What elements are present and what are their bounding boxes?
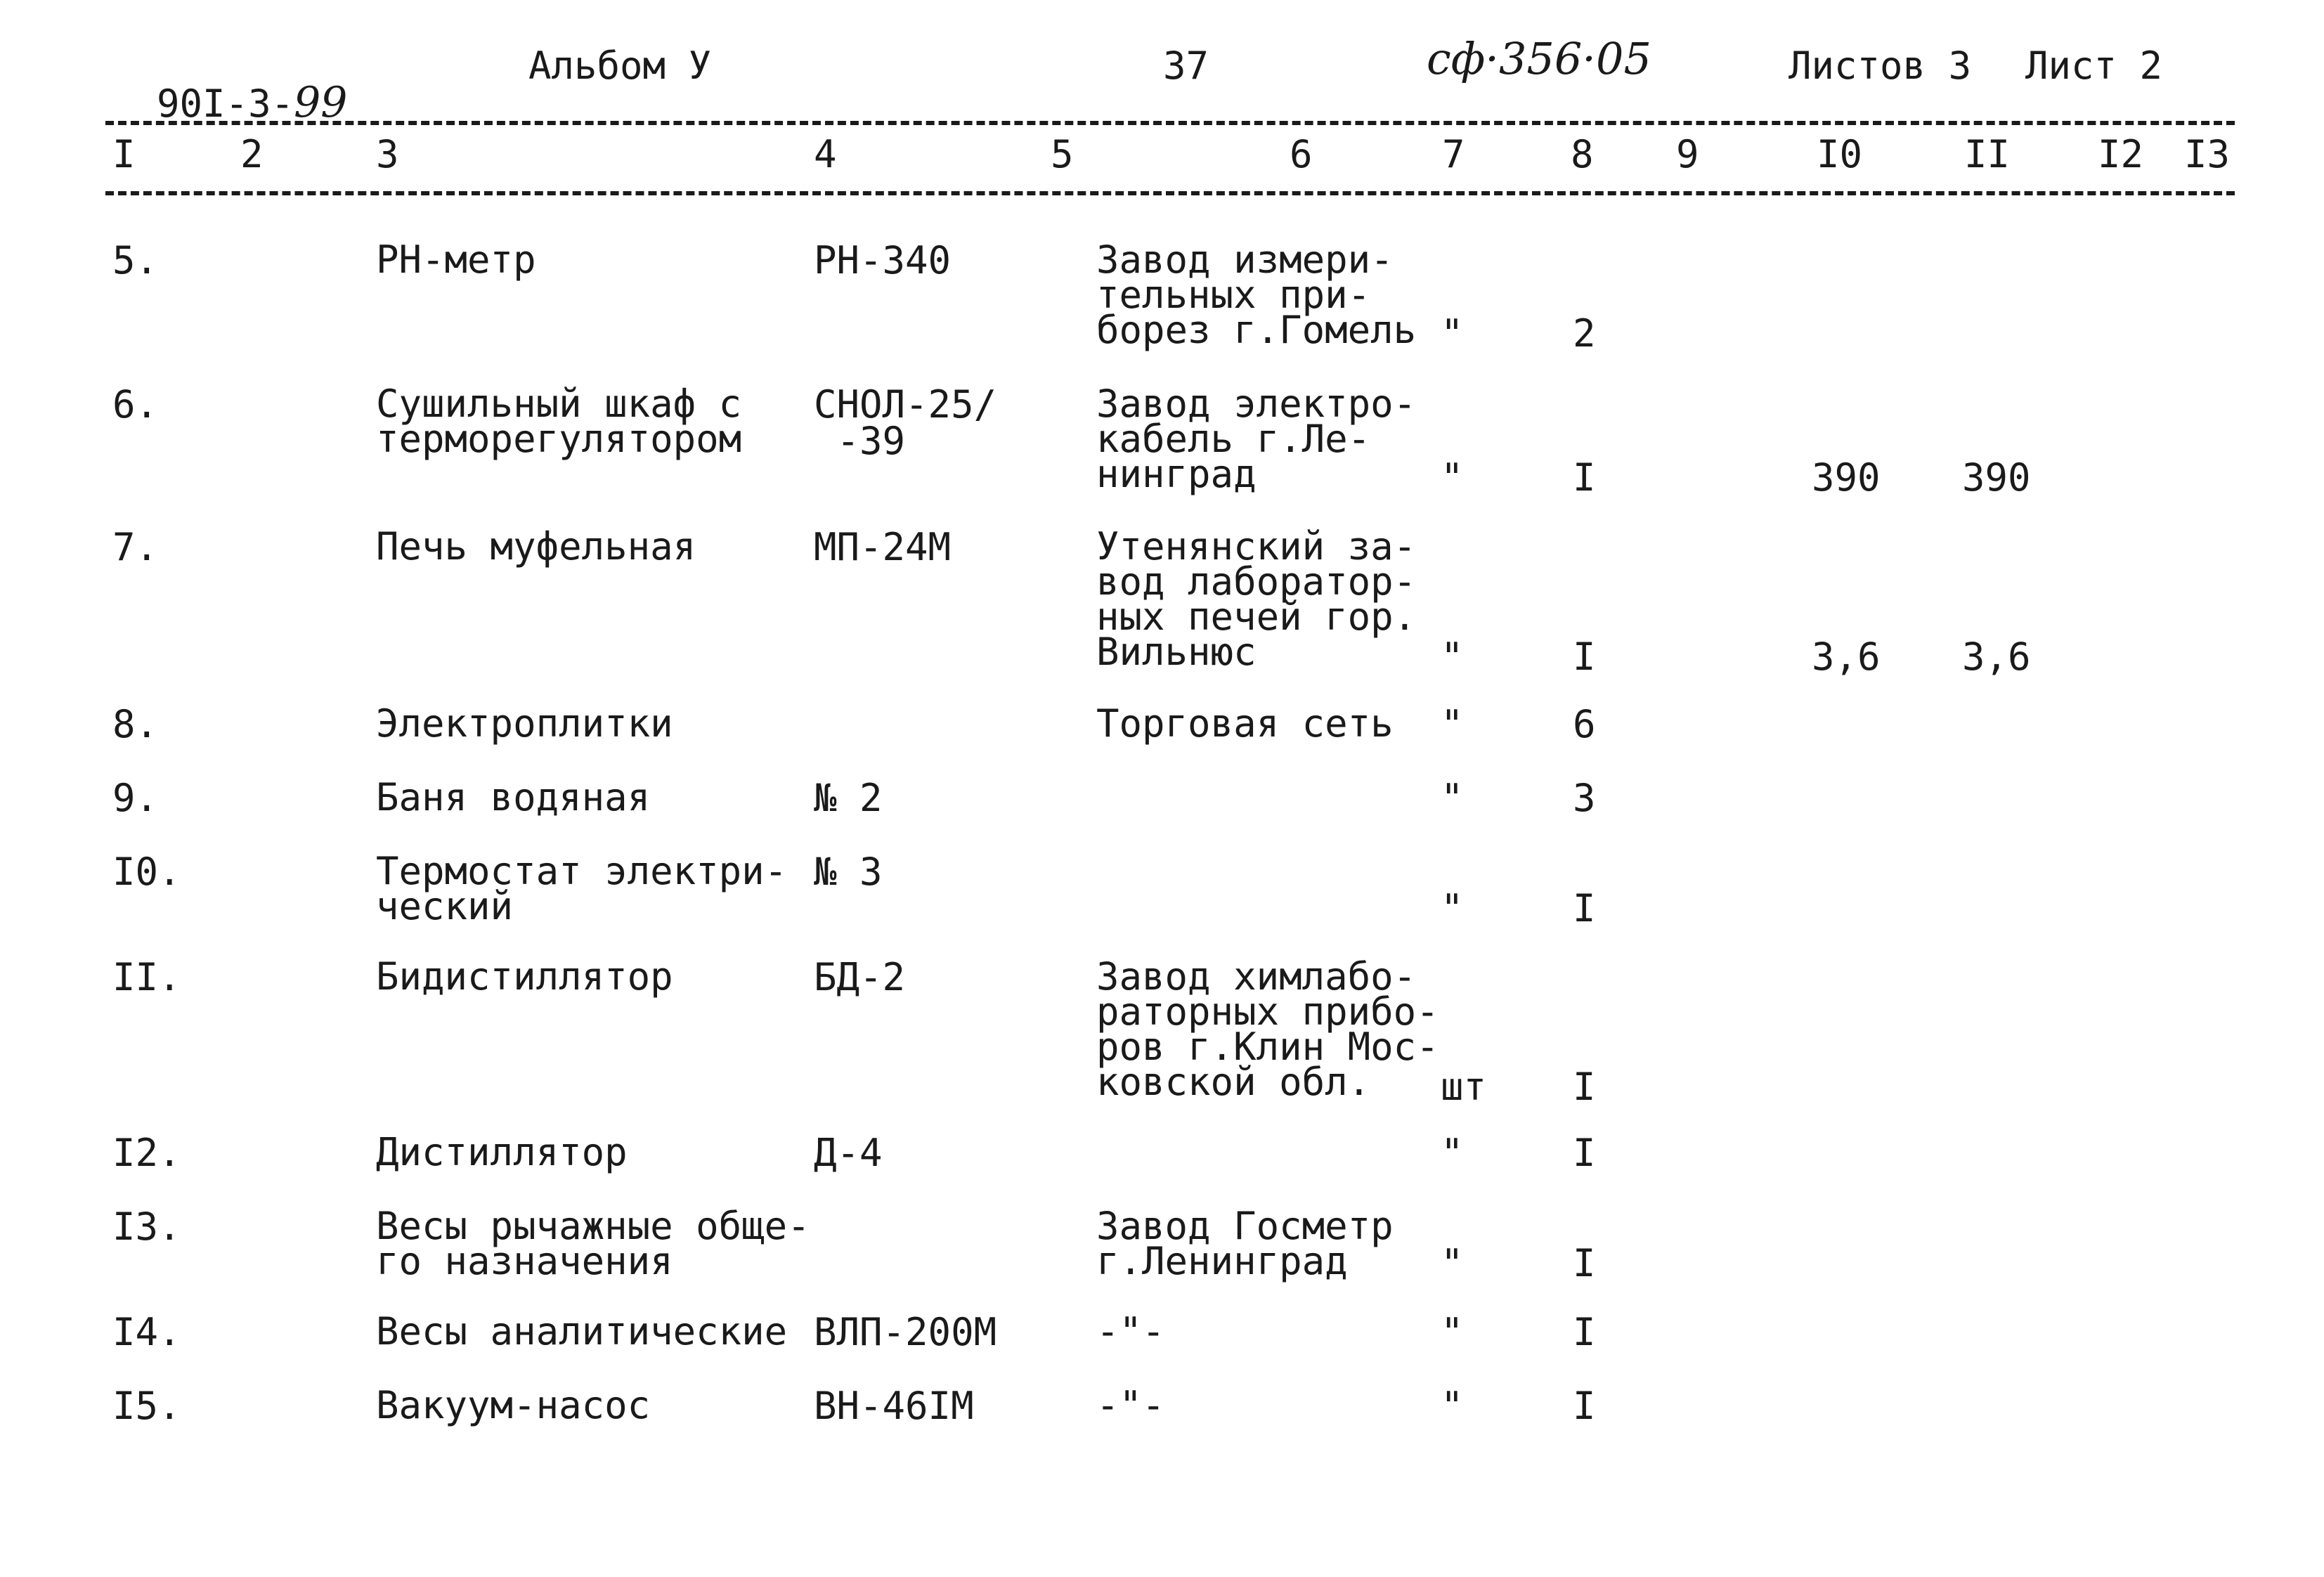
item-model: ВН-46IМ [814,1384,974,1428]
sheets-total: Листов 3 [1789,44,1972,88]
row-number: 5. [112,238,159,283]
row-number: I0. [112,850,181,894]
item-unit: " [1441,886,1464,930]
item-name: Баня водяная [376,775,651,819]
item-manufacturer: Утенянский за- вод лаборатор- ных печей гор. Вильнюс [1096,524,1417,674]
item-model: № 2 [814,776,883,820]
item-model: № 3 [814,850,883,894]
column-number: 5 [1051,132,1074,176]
row-number: II. [112,955,181,999]
item-quantity: I [1573,455,1596,500]
item-model: ВЛП-200М [814,1310,997,1354]
row-number: I5. [112,1384,181,1428]
item-manufacturer: Завод измери- тельных при- борез г.Гомель [1096,238,1417,352]
item-cost: 3,6 [1962,635,2031,679]
item-name: PH-метр [376,238,536,282]
item-name: Печь муфельная [376,524,696,569]
item-quantity: I [1573,886,1596,930]
item-model: БД-2 [814,955,906,999]
item-manufacturer: Завод химлабо- раторных прибо- ров г.Клин Мос- ковской обл. [1096,954,1439,1104]
item-quantity: I [1573,1384,1596,1428]
row-number: 8. [112,702,159,746]
item-manufacturer: Завод электро- кабель г.Ле- нинград [1096,382,1417,496]
item-unit: " [1441,1241,1464,1285]
item-manufacturer: Торговая сеть [1096,701,1394,746]
column-number: 6 [1290,132,1313,176]
item-unit: " [1441,1384,1464,1428]
item-name: Весы аналитические [376,1309,788,1354]
item-quantity: 2 [1573,311,1596,356]
header-rule-bottom [105,191,2235,195]
item-manufacturer: -"- [1096,1383,1165,1427]
page-number: 37 [1163,44,1209,88]
item-unit: " [1441,1310,1464,1354]
item-quantity: 6 [1573,702,1596,746]
document-code [111,48,348,127]
column-number: 7 [1442,132,1465,176]
item-name: Бидистиллятор [376,954,673,999]
row-number: I4. [112,1310,181,1354]
row-number: I3. [112,1205,181,1249]
item-unit: " [1441,635,1464,679]
column-number: II [1964,132,2011,176]
row-number: 7. [112,525,159,569]
sheet-number: Лист 2 [2025,44,2163,88]
item-cost: 390 [1962,455,2031,500]
item-unit: " [1441,1131,1464,1175]
column-number: I3 [2184,132,2231,176]
item-manufacturer: Завод Госметр г.Ленинград [1096,1204,1394,1283]
item-manufacturer: -"- [1096,1309,1165,1354]
item-name: Электроплитки [376,701,673,746]
item-model: МП-24М [814,525,952,569]
item-price: 3,6 [1812,635,1881,679]
item-model: СНОЛ-25/ -39 [814,382,997,463]
item-name: Вакуум-насос [376,1383,651,1427]
column-number: 3 [376,132,399,176]
header-rule-top [105,121,2235,125]
column-number: I2 [2098,132,2144,176]
item-name: Весы рычажные обще- го назначения [376,1204,810,1283]
column-number: 2 [240,132,264,176]
item-price: 390 [1812,455,1881,500]
item-name: Сушильный шкаф с терморегулятором [376,382,742,461]
item-quantity: I [1573,1131,1596,1175]
album-label: Альбом У [528,44,712,88]
handwritten-stamp: сф·356·05 [1427,33,1651,84]
column-number: 4 [814,132,837,176]
document-code-suffix: 99 [294,78,348,127]
item-name: Дистиллятор [376,1130,628,1174]
item-unit: шт [1441,1065,1487,1109]
row-number: 6. [112,382,159,427]
column-number: 8 [1571,132,1594,176]
item-quantity: I [1573,1241,1596,1285]
column-number: 9 [1676,132,1699,176]
item-unit: " [1441,311,1464,356]
item-model: PH-340 [814,238,952,283]
item-quantity: I [1573,1065,1596,1109]
item-unit: " [1441,776,1464,820]
column-number: I [112,132,136,176]
item-quantity: I [1573,635,1596,679]
column-number: I0 [1817,132,1863,176]
item-model: Д-4 [814,1131,883,1175]
item-quantity: I [1573,1310,1596,1354]
item-name: Термостат электри- ческий [376,849,788,928]
document-code-prefix: 90I-3- [157,82,294,126]
item-unit: " [1441,702,1464,746]
row-number: I2. [112,1131,181,1175]
item-quantity: 3 [1573,776,1596,820]
item-unit: " [1441,455,1464,500]
row-number: 9. [112,776,159,820]
